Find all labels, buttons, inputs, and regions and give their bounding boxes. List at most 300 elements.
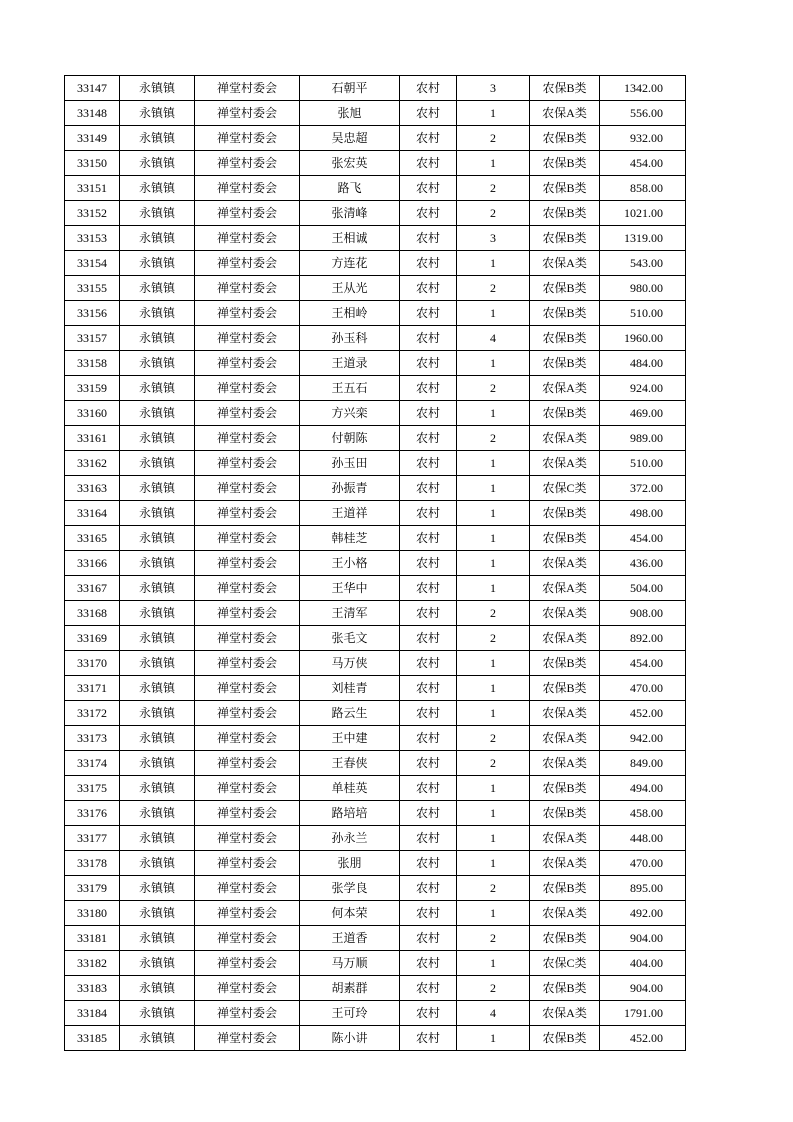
cell-seq: 33147: [65, 76, 120, 101]
cell-persons: 2: [457, 601, 530, 626]
cell-amount: 452.00: [600, 701, 686, 726]
cell-village: 禅堂村委会: [195, 551, 300, 576]
cell-village: 禅堂村委会: [195, 76, 300, 101]
cell-insurance_type: 农保B类: [530, 651, 600, 676]
cell-amount: 556.00: [600, 101, 686, 126]
cell-insurance_type: 农保A类: [530, 851, 600, 876]
cell-town: 永镇镇: [120, 1026, 195, 1051]
cell-amount: 1021.00: [600, 201, 686, 226]
cell-category: 农村: [400, 426, 457, 451]
cell-amount: 904.00: [600, 926, 686, 951]
cell-town: 永镇镇: [120, 801, 195, 826]
cell-seq: 33157: [65, 326, 120, 351]
cell-name: 王道录: [300, 351, 400, 376]
cell-seq: 33170: [65, 651, 120, 676]
table-row: [65, 951, 686, 976]
cell-persons: 2: [457, 176, 530, 201]
table-row: [65, 1001, 686, 1026]
cell-village: 禅堂村委会: [195, 351, 300, 376]
cell-town: 永镇镇: [120, 451, 195, 476]
cell-name: 张朋: [300, 851, 400, 876]
cell-name: 王相岭: [300, 301, 400, 326]
cell-name: 吴忠超: [300, 126, 400, 151]
cell-town: 永镇镇: [120, 126, 195, 151]
cell-persons: 4: [457, 1001, 530, 1026]
cell-amount: 904.00: [600, 976, 686, 1001]
table-row: [65, 751, 686, 776]
cell-persons: 2: [457, 126, 530, 151]
cell-insurance_type: 农保A类: [530, 426, 600, 451]
cell-name: 付朝陈: [300, 426, 400, 451]
cell-category: 农村: [400, 351, 457, 376]
cell-town: 永镇镇: [120, 151, 195, 176]
cell-persons: 3: [457, 76, 530, 101]
cell-seq: 33176: [65, 801, 120, 826]
cell-insurance_type: 农保A类: [530, 826, 600, 851]
cell-insurance_type: 农保A类: [530, 601, 600, 626]
cell-village: 禅堂村委会: [195, 826, 300, 851]
cell-category: 农村: [400, 751, 457, 776]
cell-persons: 1: [457, 676, 530, 701]
cell-category: 农村: [400, 876, 457, 901]
cell-village: 禅堂村委会: [195, 176, 300, 201]
cell-insurance_type: 农保B类: [530, 126, 600, 151]
cell-village: 禅堂村委会: [195, 951, 300, 976]
cell-town: 永镇镇: [120, 626, 195, 651]
cell-village: 禅堂村委会: [195, 651, 300, 676]
cell-insurance_type: 农保C类: [530, 951, 600, 976]
cell-insurance_type: 农保A类: [530, 901, 600, 926]
cell-town: 永镇镇: [120, 201, 195, 226]
cell-persons: 2: [457, 626, 530, 651]
cell-seq: 33161: [65, 426, 120, 451]
cell-amount: 498.00: [600, 501, 686, 526]
cell-insurance_type: 农保B类: [530, 201, 600, 226]
cell-seq: 33181: [65, 926, 120, 951]
cell-village: 禅堂村委会: [195, 901, 300, 926]
cell-name: 孙玉田: [300, 451, 400, 476]
cell-insurance_type: 农保A类: [530, 551, 600, 576]
cell-seq: 33178: [65, 851, 120, 876]
cell-village: 禅堂村委会: [195, 101, 300, 126]
cell-insurance_type: 农保A类: [530, 101, 600, 126]
cell-name: 胡素群: [300, 976, 400, 1001]
cell-name: 方兴栾: [300, 401, 400, 426]
cell-name: 孙玉科: [300, 326, 400, 351]
table-row: [65, 151, 686, 176]
cell-town: 永镇镇: [120, 901, 195, 926]
cell-amount: 454.00: [600, 651, 686, 676]
cell-amount: 858.00: [600, 176, 686, 201]
cell-persons: 1: [457, 301, 530, 326]
cell-insurance_type: 农保B类: [530, 801, 600, 826]
cell-persons: 2: [457, 276, 530, 301]
cell-village: 禅堂村委会: [195, 151, 300, 176]
cell-town: 永镇镇: [120, 851, 195, 876]
cell-seq: 33153: [65, 226, 120, 251]
cell-persons: 1: [457, 1026, 530, 1051]
cell-name: 王华中: [300, 576, 400, 601]
cell-town: 永镇镇: [120, 776, 195, 801]
cell-insurance_type: 农保B类: [530, 926, 600, 951]
table-row: [65, 251, 686, 276]
cell-seq: 33167: [65, 576, 120, 601]
table-row: [65, 726, 686, 751]
cell-town: 永镇镇: [120, 401, 195, 426]
cell-insurance_type: 农保B类: [530, 301, 600, 326]
table-row: [65, 426, 686, 451]
cell-seq: 33165: [65, 526, 120, 551]
table-row: [65, 476, 686, 501]
cell-amount: 454.00: [600, 526, 686, 551]
cell-name: 孙振青: [300, 476, 400, 501]
cell-amount: 1791.00: [600, 1001, 686, 1026]
cell-category: 农村: [400, 951, 457, 976]
cell-persons: 1: [457, 351, 530, 376]
cell-category: 农村: [400, 676, 457, 701]
cell-amount: 454.00: [600, 151, 686, 176]
cell-amount: 510.00: [600, 451, 686, 476]
cell-category: 农村: [400, 276, 457, 301]
cell-insurance_type: 农保A类: [530, 626, 600, 651]
cell-insurance_type: 农保A类: [530, 251, 600, 276]
cell-seq: 33177: [65, 826, 120, 851]
cell-village: 禅堂村委会: [195, 401, 300, 426]
cell-insurance_type: 农保A类: [530, 376, 600, 401]
cell-town: 永镇镇: [120, 526, 195, 551]
cell-persons: 1: [457, 251, 530, 276]
cell-insurance_type: 农保A类: [530, 576, 600, 601]
cell-seq: 33185: [65, 1026, 120, 1051]
cell-amount: 1319.00: [600, 226, 686, 251]
cell-persons: 3: [457, 226, 530, 251]
cell-name: 王可玲: [300, 1001, 400, 1026]
cell-insurance_type: 农保B类: [530, 76, 600, 101]
cell-seq: 33150: [65, 151, 120, 176]
cell-amount: 543.00: [600, 251, 686, 276]
cell-persons: 1: [457, 851, 530, 876]
cell-town: 永镇镇: [120, 176, 195, 201]
cell-village: 禅堂村委会: [195, 376, 300, 401]
cell-village: 禅堂村委会: [195, 626, 300, 651]
cell-insurance_type: 农保B类: [530, 276, 600, 301]
cell-town: 永镇镇: [120, 676, 195, 701]
cell-town: 永镇镇: [120, 276, 195, 301]
table-row: [65, 801, 686, 826]
cell-amount: 484.00: [600, 351, 686, 376]
cell-town: 永镇镇: [120, 101, 195, 126]
cell-town: 永镇镇: [120, 501, 195, 526]
cell-category: 农村: [400, 901, 457, 926]
cell-amount: 1960.00: [600, 326, 686, 351]
cell-persons: 1: [457, 551, 530, 576]
cell-town: 永镇镇: [120, 576, 195, 601]
cell-name: 王春侠: [300, 751, 400, 776]
cell-seq: 33173: [65, 726, 120, 751]
records-tbody: [65, 76, 686, 1051]
table-row: [65, 551, 686, 576]
table-row: [65, 876, 686, 901]
cell-persons: 2: [457, 426, 530, 451]
table-row: [65, 226, 686, 251]
table-row: [65, 126, 686, 151]
cell-name: 孙永兰: [300, 826, 400, 851]
table-row: [65, 501, 686, 526]
cell-name: 王小格: [300, 551, 400, 576]
cell-seq: 33183: [65, 976, 120, 1001]
cell-category: 农村: [400, 401, 457, 426]
cell-category: 农村: [400, 101, 457, 126]
table-row: [65, 1026, 686, 1051]
cell-seq: 33162: [65, 451, 120, 476]
cell-insurance_type: 农保A类: [530, 751, 600, 776]
cell-insurance_type: 农保B类: [530, 876, 600, 901]
cell-amount: 504.00: [600, 576, 686, 601]
cell-town: 永镇镇: [120, 251, 195, 276]
cell-category: 农村: [400, 576, 457, 601]
cell-village: 禅堂村委会: [195, 1001, 300, 1026]
cell-town: 永镇镇: [120, 876, 195, 901]
cell-seq: 33175: [65, 776, 120, 801]
cell-seq: 33158: [65, 351, 120, 376]
cell-amount: 980.00: [600, 276, 686, 301]
cell-category: 农村: [400, 126, 457, 151]
cell-persons: 1: [457, 451, 530, 476]
cell-town: 永镇镇: [120, 226, 195, 251]
cell-category: 农村: [400, 251, 457, 276]
cell-village: 禅堂村委会: [195, 251, 300, 276]
cell-persons: 1: [457, 151, 530, 176]
cell-persons: 1: [457, 826, 530, 851]
table-row: [65, 576, 686, 601]
cell-town: 永镇镇: [120, 951, 195, 976]
cell-town: 永镇镇: [120, 351, 195, 376]
cell-insurance_type: 农保B类: [530, 501, 600, 526]
cell-category: 农村: [400, 701, 457, 726]
table-row: [65, 401, 686, 426]
cell-category: 农村: [400, 976, 457, 1001]
cell-town: 永镇镇: [120, 701, 195, 726]
cell-name: 单桂英: [300, 776, 400, 801]
cell-category: 农村: [400, 176, 457, 201]
cell-category: 农村: [400, 926, 457, 951]
cell-insurance_type: 农保B类: [530, 526, 600, 551]
cell-category: 农村: [400, 776, 457, 801]
cell-town: 永镇镇: [120, 726, 195, 751]
table-row: [65, 176, 686, 201]
cell-amount: 849.00: [600, 751, 686, 776]
cell-persons: 2: [457, 726, 530, 751]
table-row: [65, 926, 686, 951]
table-row: [65, 376, 686, 401]
cell-town: 永镇镇: [120, 1001, 195, 1026]
cell-name: 王五石: [300, 376, 400, 401]
cell-name: 王相诚: [300, 226, 400, 251]
cell-insurance_type: 农保B类: [530, 976, 600, 1001]
cell-insurance_type: 农保A类: [530, 701, 600, 726]
table-row: [65, 776, 686, 801]
cell-town: 永镇镇: [120, 601, 195, 626]
cell-village: 禅堂村委会: [195, 576, 300, 601]
cell-category: 农村: [400, 726, 457, 751]
cell-insurance_type: 农保A类: [530, 726, 600, 751]
table-row: [65, 626, 686, 651]
cell-insurance_type: 农保B类: [530, 1026, 600, 1051]
cell-persons: 2: [457, 876, 530, 901]
cell-name: 马万侠: [300, 651, 400, 676]
cell-category: 农村: [400, 851, 457, 876]
cell-village: 禅堂村委会: [195, 776, 300, 801]
cell-category: 农村: [400, 551, 457, 576]
cell-village: 禅堂村委会: [195, 326, 300, 351]
cell-village: 禅堂村委会: [195, 201, 300, 226]
cell-amount: 492.00: [600, 901, 686, 926]
cell-name: 张毛文: [300, 626, 400, 651]
cell-village: 禅堂村委会: [195, 851, 300, 876]
cell-village: 禅堂村委会: [195, 601, 300, 626]
cell-name: 张宏英: [300, 151, 400, 176]
cell-persons: 1: [457, 501, 530, 526]
cell-village: 禅堂村委会: [195, 726, 300, 751]
cell-name: 陈小讲: [300, 1026, 400, 1051]
table-row: [65, 301, 686, 326]
table-row: [65, 826, 686, 851]
table-row: [65, 351, 686, 376]
cell-name: 马万顺: [300, 951, 400, 976]
cell-category: 农村: [400, 826, 457, 851]
cell-name: 方连花: [300, 251, 400, 276]
cell-seq: 33184: [65, 1001, 120, 1026]
cell-persons: 2: [457, 976, 530, 1001]
cell-amount: 458.00: [600, 801, 686, 826]
cell-persons: 2: [457, 751, 530, 776]
cell-town: 永镇镇: [120, 976, 195, 1001]
cell-insurance_type: 农保A类: [530, 1001, 600, 1026]
cell-amount: 452.00: [600, 1026, 686, 1051]
cell-town: 永镇镇: [120, 301, 195, 326]
table-row: [65, 326, 686, 351]
cell-persons: 2: [457, 926, 530, 951]
cell-amount: 470.00: [600, 851, 686, 876]
cell-category: 农村: [400, 526, 457, 551]
cell-name: 王清军: [300, 601, 400, 626]
cell-amount: 436.00: [600, 551, 686, 576]
cell-name: 张旭: [300, 101, 400, 126]
cell-village: 禅堂村委会: [195, 676, 300, 701]
table-row: [65, 201, 686, 226]
cell-category: 农村: [400, 626, 457, 651]
cell-village: 禅堂村委会: [195, 226, 300, 251]
cell-persons: 4: [457, 326, 530, 351]
cell-category: 农村: [400, 476, 457, 501]
cell-village: 禅堂村委会: [195, 751, 300, 776]
cell-category: 农村: [400, 326, 457, 351]
cell-town: 永镇镇: [120, 326, 195, 351]
cell-name: 张清峰: [300, 201, 400, 226]
cell-persons: 1: [457, 701, 530, 726]
cell-amount: 908.00: [600, 601, 686, 626]
cell-seq: 33159: [65, 376, 120, 401]
table-row: [65, 76, 686, 101]
cell-seq: 33182: [65, 951, 120, 976]
cell-amount: 448.00: [600, 826, 686, 851]
cell-persons: 1: [457, 801, 530, 826]
cell-persons: 1: [457, 951, 530, 976]
cell-seq: 33168: [65, 601, 120, 626]
table-row: [65, 676, 686, 701]
cell-town: 永镇镇: [120, 376, 195, 401]
table-row: [65, 101, 686, 126]
cell-seq: 33154: [65, 251, 120, 276]
cell-amount: 372.00: [600, 476, 686, 501]
cell-amount: 470.00: [600, 676, 686, 701]
cell-seq: 33180: [65, 901, 120, 926]
cell-insurance_type: 农保A类: [530, 451, 600, 476]
cell-seq: 33172: [65, 701, 120, 726]
cell-village: 禅堂村委会: [195, 276, 300, 301]
cell-category: 农村: [400, 1001, 457, 1026]
cell-category: 农村: [400, 76, 457, 101]
table-row: [65, 901, 686, 926]
cell-persons: 1: [457, 101, 530, 126]
cell-amount: 494.00: [600, 776, 686, 801]
cell-amount: 1342.00: [600, 76, 686, 101]
table-row: [65, 276, 686, 301]
cell-category: 农村: [400, 376, 457, 401]
cell-category: 农村: [400, 501, 457, 526]
table-row: [65, 526, 686, 551]
cell-persons: 1: [457, 651, 530, 676]
cell-village: 禅堂村委会: [195, 976, 300, 1001]
cell-insurance_type: 农保B类: [530, 151, 600, 176]
cell-name: 王中建: [300, 726, 400, 751]
cell-village: 禅堂村委会: [195, 526, 300, 551]
cell-amount: 942.00: [600, 726, 686, 751]
cell-name: 王道香: [300, 926, 400, 951]
table-row: [65, 976, 686, 1001]
cell-persons: 1: [457, 901, 530, 926]
cell-village: 禅堂村委会: [195, 451, 300, 476]
table-row: [65, 701, 686, 726]
cell-seq: 33179: [65, 876, 120, 901]
cell-name: 王道祥: [300, 501, 400, 526]
cell-town: 永镇镇: [120, 476, 195, 501]
table-row: [65, 451, 686, 476]
cell-village: 禅堂村委会: [195, 926, 300, 951]
cell-amount: 892.00: [600, 626, 686, 651]
cell-seq: 33164: [65, 501, 120, 526]
cell-insurance_type: 农保B类: [530, 401, 600, 426]
cell-seq: 33148: [65, 101, 120, 126]
cell-village: 禅堂村委会: [195, 801, 300, 826]
cell-town: 永镇镇: [120, 751, 195, 776]
cell-village: 禅堂村委会: [195, 1026, 300, 1051]
cell-village: 禅堂村委会: [195, 701, 300, 726]
cell-seq: 33151: [65, 176, 120, 201]
cell-seq: 33166: [65, 551, 120, 576]
cell-village: 禅堂村委会: [195, 501, 300, 526]
cell-category: 农村: [400, 1026, 457, 1051]
table-row: [65, 601, 686, 626]
cell-category: 农村: [400, 201, 457, 226]
cell-seq: 33156: [65, 301, 120, 326]
cell-name: 石朝平: [300, 76, 400, 101]
table-row: [65, 851, 686, 876]
cell-seq: 33160: [65, 401, 120, 426]
cell-amount: 989.00: [600, 426, 686, 451]
cell-name: 何本荣: [300, 901, 400, 926]
cell-seq: 33169: [65, 626, 120, 651]
